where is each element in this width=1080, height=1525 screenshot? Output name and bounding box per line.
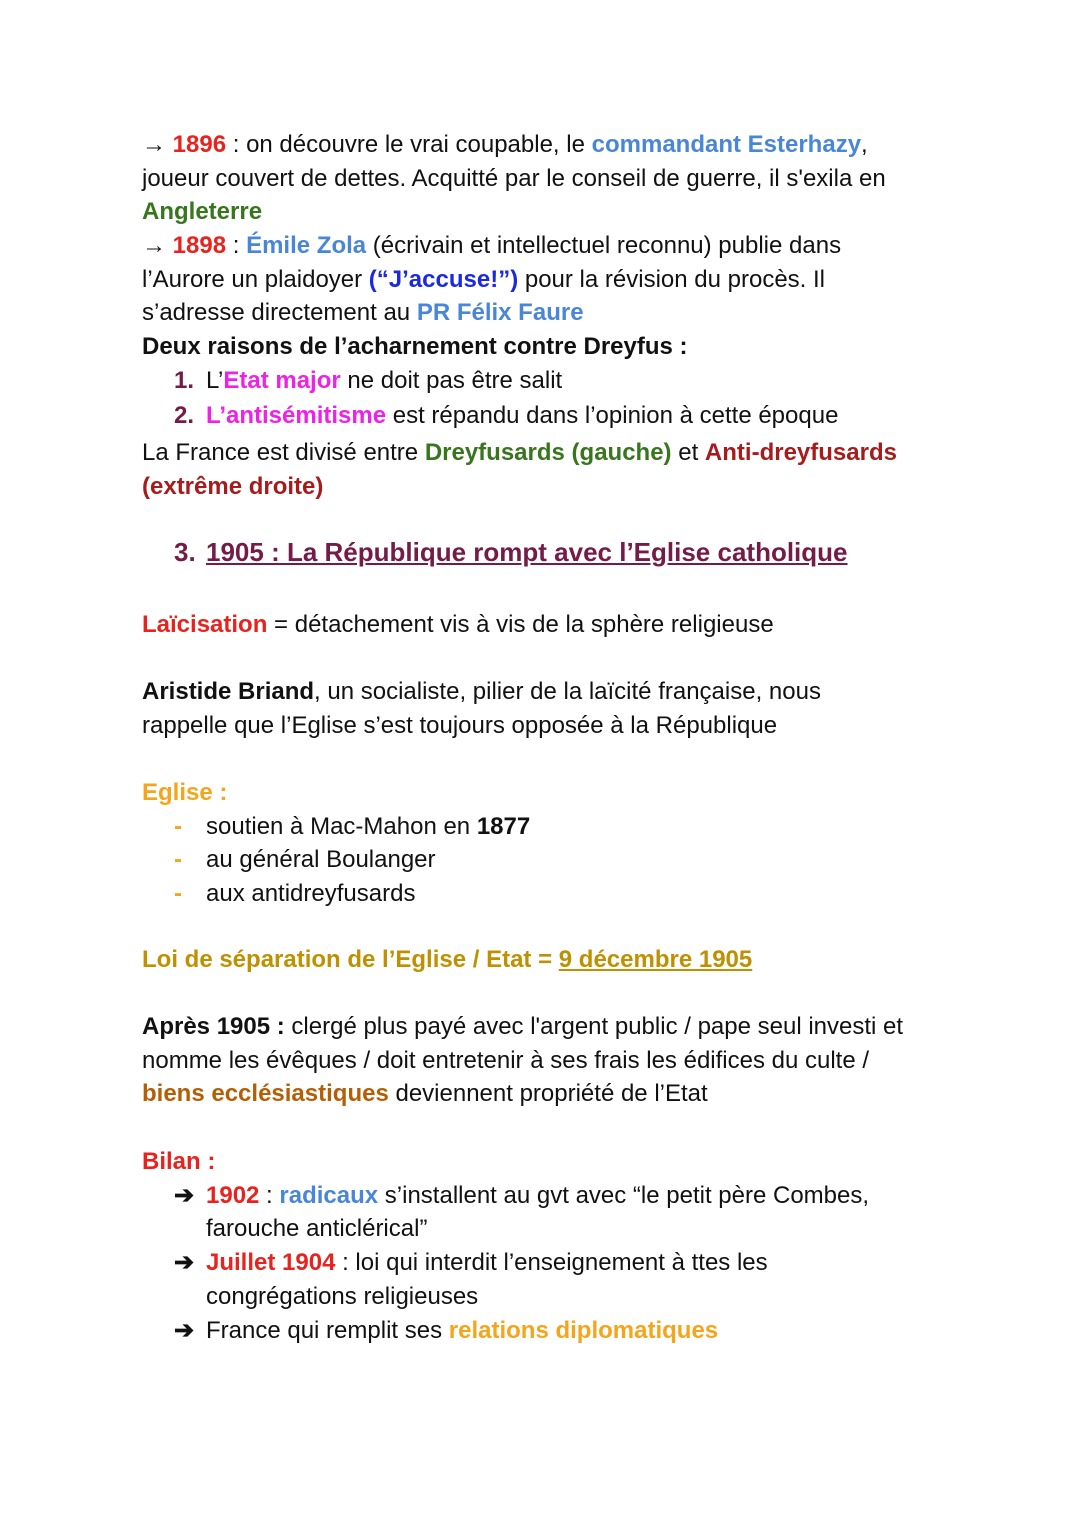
angleterre: Angleterre bbox=[142, 198, 263, 226]
loi-separation bbox=[142, 943, 962, 977]
list-item bbox=[142, 1179, 962, 1246]
year-1877: 1877 bbox=[476, 812, 531, 840]
text: s’installent au gvt avec “le petit père Combes, bbox=[378, 1181, 870, 1209]
esterhazy-name: commandant Esterhazy bbox=[591, 131, 862, 158]
year-1898: 1898 bbox=[172, 232, 227, 259]
year-1896: 1896 bbox=[172, 131, 227, 158]
text: , bbox=[861, 131, 868, 158]
text: aux antidreyfusards bbox=[206, 880, 416, 908]
eglise-title: Eglise : bbox=[142, 779, 228, 806]
dash-bullet: - bbox=[174, 846, 182, 874]
text: : on découvre le vrai coupable, le bbox=[226, 131, 592, 158]
dash-bullet: - bbox=[174, 812, 182, 840]
section-number: 3. bbox=[174, 537, 196, 567]
zola-name: Émile Zola bbox=[246, 232, 367, 259]
list-item bbox=[142, 1314, 962, 1348]
briand-paragraph bbox=[142, 675, 962, 742]
anti-dreyfusards: Anti-dreyfusards bbox=[704, 439, 897, 466]
biens-ecclesiastiques: biens ecclésiastiques bbox=[142, 1080, 389, 1108]
text: ne doit pas être salit bbox=[340, 366, 563, 394]
text: France qui remplit ses bbox=[206, 1316, 449, 1344]
text: L’ bbox=[206, 366, 224, 394]
text: (écrivain et intellectuel reconnu) publie dans bbox=[366, 232, 842, 259]
list-number: 2. bbox=[174, 402, 195, 430]
eglise-block bbox=[142, 776, 962, 911]
text: s’adresse directement au bbox=[142, 299, 417, 327]
arrow-icon: ➔ bbox=[174, 1316, 195, 1344]
paragraph-1896 bbox=[142, 128, 962, 229]
reasons-title: Deux raisons de l’acharnement contre Dreyfus : bbox=[142, 333, 688, 360]
reason-item-1 bbox=[142, 364, 962, 398]
arrow-icon: ➔ bbox=[174, 1249, 195, 1277]
text: au général Boulanger bbox=[206, 846, 436, 874]
text: : bbox=[226, 232, 247, 259]
list-number: 1. bbox=[174, 366, 195, 394]
text: : bbox=[259, 1181, 280, 1209]
list-item bbox=[142, 810, 962, 844]
list-item bbox=[142, 877, 962, 911]
loi-text: Loi de séparation de l’Eglise / Etat = bbox=[142, 946, 559, 973]
year-1902: 1902 bbox=[206, 1181, 260, 1209]
arrow-icon: ➔ bbox=[174, 1181, 195, 1209]
text: l’Aurore un plaidoyer bbox=[142, 265, 369, 293]
reasons-block bbox=[142, 330, 962, 433]
dash-bullet: - bbox=[174, 880, 182, 908]
text: rappelle que l’Eglise s’est toujours opposée à la République bbox=[142, 711, 778, 739]
text: = détachement vis à vis de la sphère religieuse bbox=[267, 611, 774, 638]
text: La France est divisé entre bbox=[142, 439, 425, 466]
section-3-heading bbox=[142, 536, 962, 570]
text: farouche anticlérical” bbox=[206, 1215, 428, 1243]
text: clergé plus payé avec l'argent public / pape seul investi et bbox=[284, 1013, 904, 1040]
arrow-icon: → bbox=[142, 131, 166, 158]
text: est répandu dans l’opinion à cette époque bbox=[386, 402, 839, 430]
text: et bbox=[671, 439, 705, 466]
loi-date: 9 décembre 1905 bbox=[558, 946, 753, 973]
paragraph-1898 bbox=[142, 229, 962, 330]
radicaux: radicaux bbox=[279, 1181, 379, 1209]
felix-faure: PR Félix Faure bbox=[416, 299, 584, 327]
text: pour la révision du procès. Il bbox=[518, 265, 826, 293]
dreyfusards: Dreyfusards (gauche) bbox=[424, 439, 672, 466]
division-paragraph bbox=[142, 436, 962, 503]
laicisation-term: Laïcisation bbox=[142, 611, 268, 638]
etat-major: Etat major bbox=[223, 366, 341, 394]
text: : loi qui interdit l’enseignement à ttes les bbox=[335, 1249, 768, 1277]
text: joueur couvert de dettes. Acquitté par le conseil de guerre, il s'exila en bbox=[142, 164, 886, 192]
juillet-1904: Juillet 1904 bbox=[206, 1249, 336, 1277]
apres-1905-paragraph bbox=[142, 1010, 962, 1111]
arrow-icon: → bbox=[142, 232, 166, 259]
laicisation-definition bbox=[142, 608, 962, 642]
text: congrégations religieuses bbox=[206, 1282, 479, 1310]
reason-item-2 bbox=[142, 399, 962, 433]
text: , un socialiste, pilier de la laïcité française, nous bbox=[314, 678, 821, 705]
list-item bbox=[142, 1246, 962, 1313]
antisemitisme: L’antisémitisme bbox=[206, 402, 387, 430]
text: soutien à Mac-Mahon en bbox=[206, 812, 477, 840]
jaccuse-quote: (“J’accuse!”) bbox=[368, 265, 519, 293]
section-title: 1905 : La République rompt avec l’Eglise catholique bbox=[206, 537, 848, 567]
relations-diplomatiques: relations diplomatiques bbox=[448, 1316, 719, 1344]
text: deviennent propriété de l’Etat bbox=[388, 1080, 708, 1108]
bilan-block bbox=[142, 1145, 962, 1347]
extreme-droite: (extrême droite) bbox=[142, 472, 324, 500]
text: nomme les évêques / doit entretenir à ses frais les édifices du culte / bbox=[142, 1046, 870, 1074]
list-item bbox=[142, 843, 962, 877]
apres-label: Après 1905 : bbox=[142, 1013, 285, 1040]
briand-name: Aristide Briand bbox=[142, 678, 315, 705]
bilan-title: Bilan : bbox=[142, 1148, 216, 1175]
